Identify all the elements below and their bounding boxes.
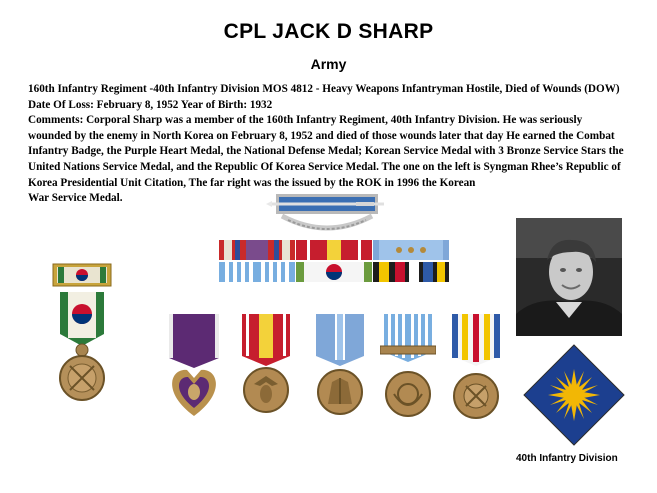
ribbon-bar-image (219, 240, 449, 284)
portrait-photo (516, 218, 622, 336)
unit-info: 160th Infantry Regiment -40th Infantry Division MOS 4812 - Heavy Weapons Infantryman Hostile, Died of Wounds (DOW) Date Of Loss: February 8, 1952 Year of Birth: 1932 (28, 83, 620, 111)
united-nations-service-medal-image (380, 312, 436, 420)
korean-service-medal-image (312, 312, 368, 418)
page-title: CPL JACK D SHARP (223, 20, 434, 43)
branch-label: Army (310, 56, 347, 72)
korea-presidential-unit-citation-image (50, 262, 114, 404)
patch-caption: 40th Infantry Division (516, 453, 618, 464)
division-patch-image (522, 343, 626, 447)
purple-heart-medal-image (165, 312, 223, 418)
comments-end: War Service Medal. (28, 192, 123, 205)
comments-text: Comments: Corporal Sharp was a member of the 160th Infantry Regiment, 40th Infantry Division. He was seriously wounded by the enemy in North Korea on February 8, 1952 and died of those wounds later that day He earned the Combat Infantry Badge, the Purple Heart Medal, the National Defense Medal; Korean Service Medal with 3 Bronze Service Stars the United Nations Service Medal, and the Republic Of Korea Service Medal. The one on the left is Syngman Rhee’s Republic of Korea Presidential Unit Citation, The far right was the issued by the ROK in 1996 the Korean (28, 114, 624, 189)
combat-infantry-badge-image (258, 186, 396, 234)
national-defense-medal-image (238, 312, 294, 416)
korean-war-service-medal-image (448, 312, 504, 422)
